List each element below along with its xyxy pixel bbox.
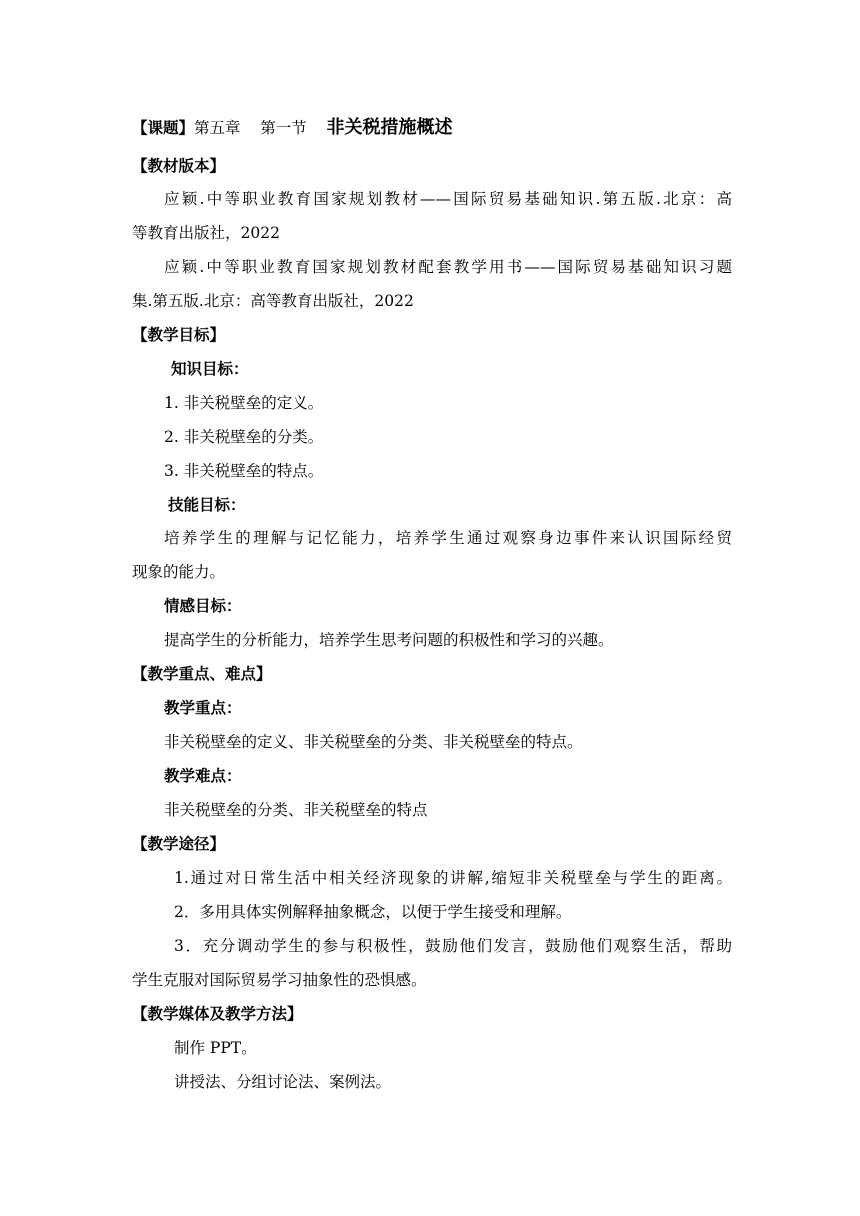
textbook-ref2-line2: 集.第五版.北京：高等教育出版社，2022	[132, 292, 414, 310]
emotion-label: 情感目标：	[164, 596, 242, 615]
emotion-text: 提高学生的分析能力，培养学生思考问题的积极性和学习的兴趣。	[164, 631, 614, 649]
title-topic: 非关税措施概述	[326, 117, 453, 138]
difficult-text: 非关税壁垒的分类、非关税壁垒的特点	[164, 801, 428, 819]
lesson-title	[132, 117, 732, 139]
title-chapter: 第五章	[194, 119, 241, 137]
approach-item-1: 1.通过对日常生活中相关经济现象的讲解,缩短非关税壁垒与学生的距离。	[174, 869, 732, 887]
approach-item-3-line1: 3．充分调动学生的参与积极性，鼓励他们发言，鼓励他们观察生活，帮助	[174, 937, 732, 955]
knowledge-item-1: 1. 非关税壁垒的定义。	[164, 394, 324, 412]
approach-item-3-line2: 学生克服对国际贸易学习抽象性的恐惧感。	[132, 971, 427, 989]
textbook-ref2-line1: 应颖.中等职业教育国家规划教材配套教学用书——国际贸易基础知识习题	[164, 258, 732, 276]
knowledge-item-2: 2. 非关税壁垒的分类。	[164, 428, 324, 446]
skill-text-line2: 现象的能力。	[132, 563, 226, 581]
key-text: 非关税壁垒的定义、非关税壁垒的分类、非关税壁垒的特点。	[164, 733, 583, 751]
knowledge-item-3: 3. 非关税壁垒的特点。	[164, 462, 324, 480]
media-line-1: 制作 PPT。	[174, 1039, 257, 1057]
media-heading: 【教学媒体及教学方法】	[132, 1004, 303, 1023]
skill-label: 技能目标：	[168, 495, 246, 514]
textbook-heading: 【教材版本】	[132, 156, 226, 175]
knowledge-label: 知识目标：	[171, 359, 249, 378]
media-line-2: 讲授法、分组讨论法、案例法。	[174, 1073, 392, 1091]
key-label: 教学重点：	[164, 698, 242, 717]
skill-text-line1: 培养学生的理解与记忆能力，培养学生通过观察身边事件来认识国际经贸	[164, 529, 732, 547]
keypoints-heading: 【教学重点、难点】	[132, 664, 272, 683]
title-section: 第一节	[260, 119, 307, 137]
approach-heading: 【教学途径】	[132, 834, 226, 853]
title-label: 【课题】	[132, 118, 195, 137]
textbook-ref1-line2: 等教育出版社，2022	[132, 224, 280, 242]
objectives-heading: 【教学目标】	[132, 325, 226, 344]
difficult-label: 教学难点：	[164, 766, 242, 785]
approach-item-2: 2．多用具体实例解释抽象概念，以便于学生接受和理解。	[174, 903, 572, 921]
textbook-ref1-line1: 应颖.中等职业教育国家规划教材——国际贸易基础知识.第五版.北京：高	[164, 190, 732, 208]
